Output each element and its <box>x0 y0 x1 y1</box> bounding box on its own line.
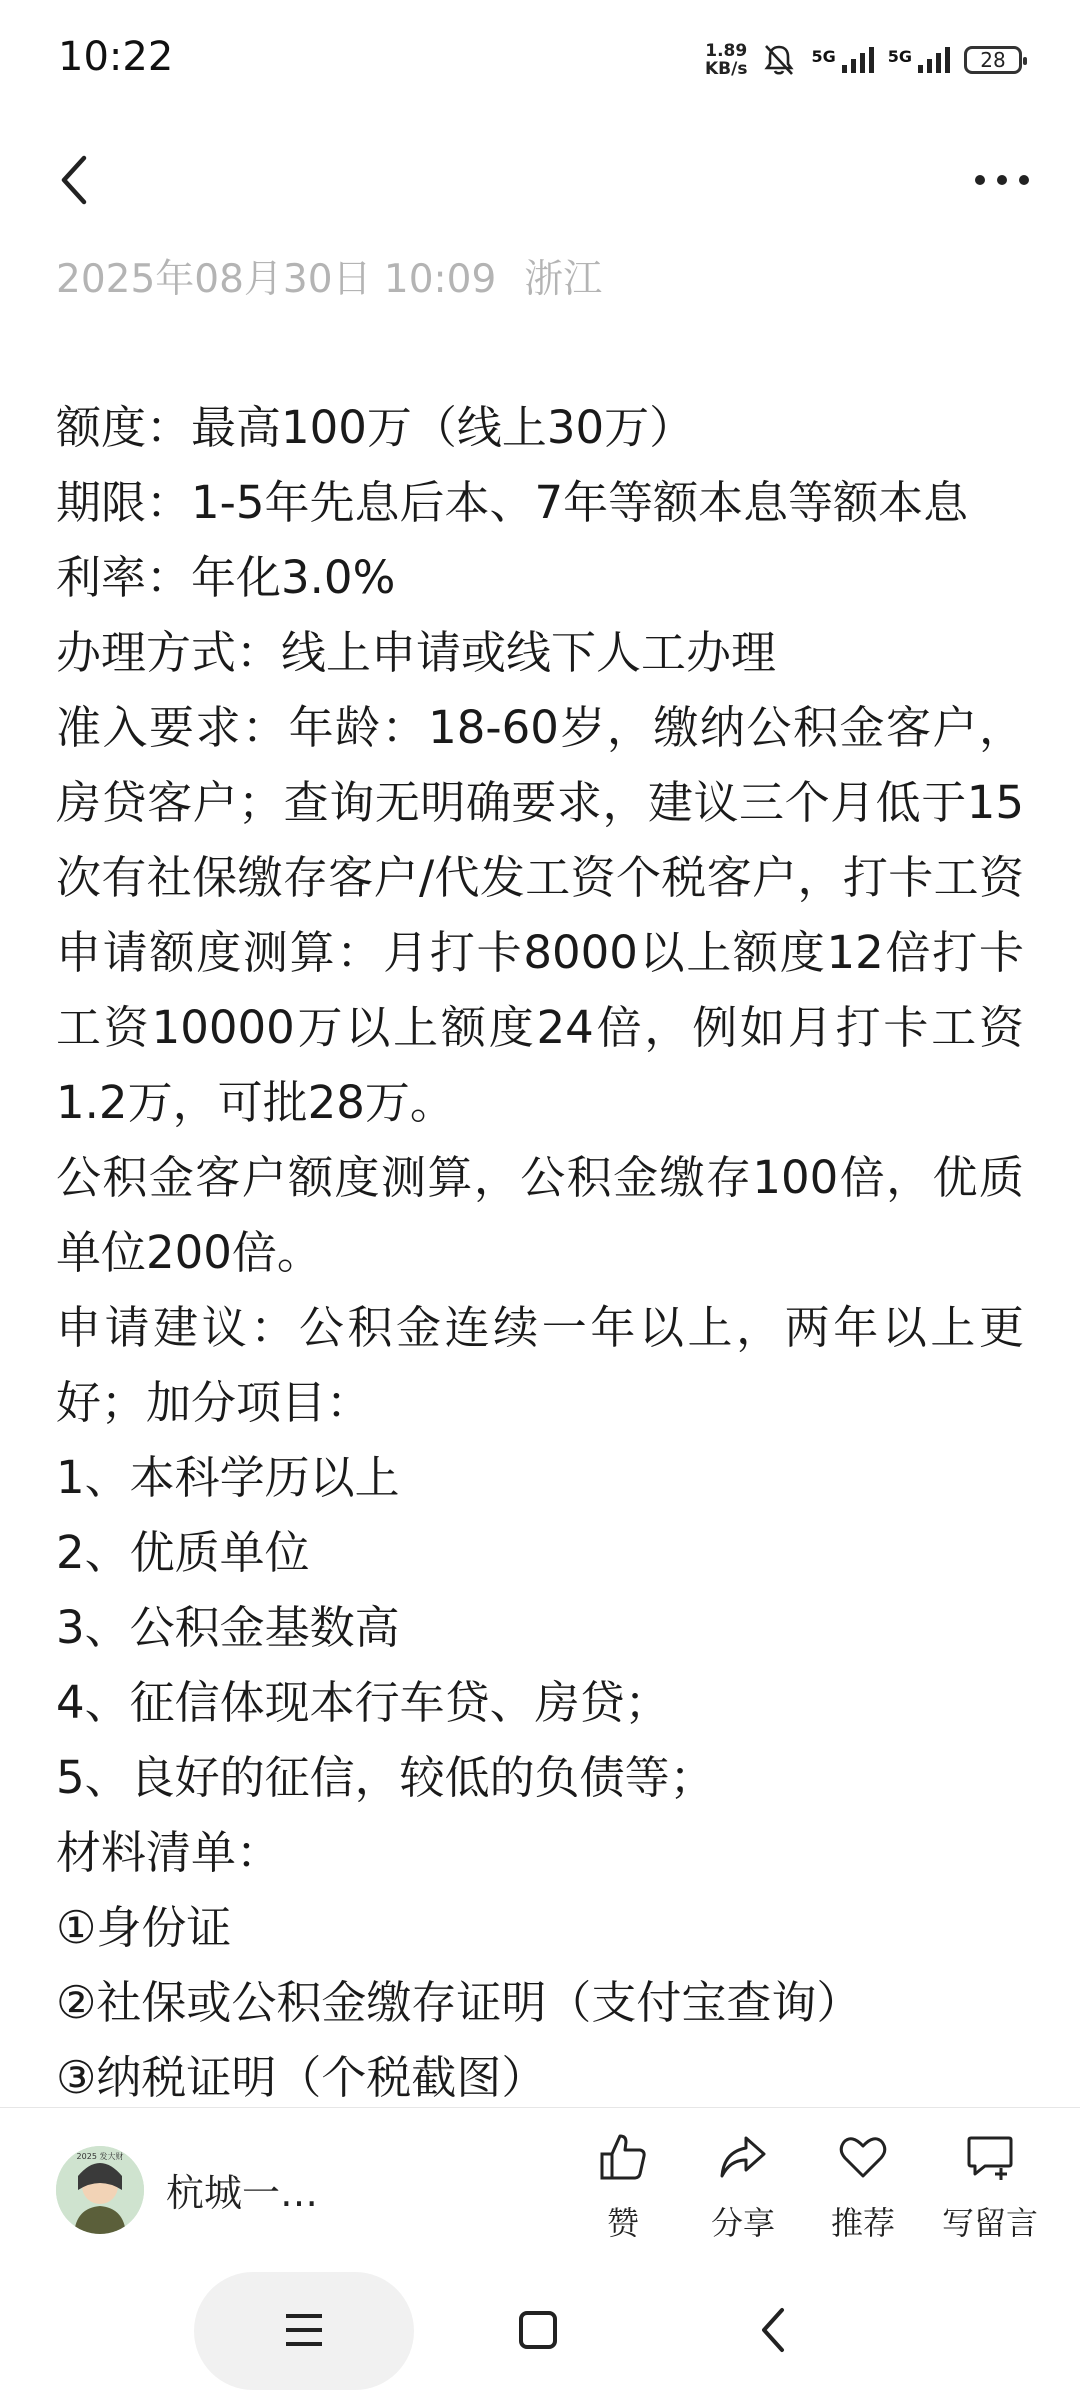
bell-muted-icon <box>761 42 797 78</box>
system-navigation-bar <box>0 2260 1080 2400</box>
share-button[interactable]: 分享 <box>700 2130 786 2244</box>
author-name[interactable]: 杭城一… <box>166 2171 319 2215</box>
battery-icon: 28 <box>964 46 1022 74</box>
comment-add-icon <box>963 2130 1017 2184</box>
like-button[interactable]: 赞 <box>580 2130 666 2244</box>
status-icons <box>705 36 1022 84</box>
post-line: ②社保或公积金缴存证明（支付宝查询） <box>56 1976 862 2029</box>
action-bar <box>580 2130 1040 2244</box>
post-meta <box>56 248 602 304</box>
post-line: 4、征信体现本行车贷、房贷； <box>56 1676 670 1729</box>
share-arrow-icon <box>716 2130 770 2184</box>
author-avatar[interactable] <box>56 2146 144 2234</box>
post-date: 2025年08月30日 10:09 <box>56 257 497 302</box>
divider <box>0 2107 1080 2108</box>
thumbs-up-icon <box>596 2130 650 2184</box>
post-line: 利率：年化3.0% <box>56 551 396 604</box>
write-comment-button[interactable]: 写留言 <box>940 2130 1040 2244</box>
post-line: 期限：1-5年先息后本、7年等额本息等额本息 <box>56 476 969 529</box>
signal-strength-icon-2: 5G <box>888 47 950 73</box>
post-paragraph: 准入要求：年龄：18-60岁，缴纳公积金客户，房贷客户；查询无明确要求，建议三个月低于15次有社保缴存客户/代发工资个税客户，打卡工资申请额度测算：月打卡8000以上额度12倍打卡工资10000万以上额度24倍，例如月打卡工资1.2万，可批28万。 <box>56 701 1024 1129</box>
heart-icon <box>836 2130 890 2184</box>
post-line: 3、公积金基数高 <box>56 1601 400 1654</box>
signal-strength-icon: 5G <box>811 47 873 73</box>
more-options-button[interactable] <box>970 160 1034 200</box>
post-content <box>56 390 1024 2115</box>
network-speed: 1.89 KB/s <box>705 41 748 79</box>
post-location: 浙江 <box>524 257 603 302</box>
avatar-caption: 2025 发大财 <box>76 2152 124 2161</box>
post-line: 2、优质单位 <box>56 1526 310 1579</box>
post-line: 1、本科学历以上 <box>56 1451 400 1504</box>
back-button[interactable] <box>50 148 100 212</box>
post-line: 办理方式：线上申请或线下人工办理 <box>56 626 777 679</box>
home-square-icon[interactable] <box>518 2310 558 2350</box>
post-line: ③纳税证明（个税截图） <box>56 2051 547 2104</box>
post-line: 额度：最高100万（线上30万） <box>56 401 695 454</box>
post-line: ①身份证 <box>56 1901 232 1954</box>
back-nav-icon[interactable] <box>756 2306 790 2354</box>
status-bar <box>0 0 1080 120</box>
menu-icon[interactable] <box>284 2310 324 2350</box>
recommend-button[interactable]: 推荐 <box>820 2130 906 2244</box>
status-time: 10:22 <box>58 34 174 80</box>
post-paragraph: 申请建议：公积金连续一年以上，两年以上更好；加分项目： <box>56 1301 1024 1429</box>
post-line: 5、良好的征信，较低的负债等； <box>56 1751 715 1804</box>
post-paragraph: 公积金客户额度测算，公积金缴存100倍，优质单位200倍。 <box>56 1151 1024 1279</box>
post-line: 材料清单： <box>56 1826 282 1879</box>
avatar-image <box>56 2146 144 2234</box>
